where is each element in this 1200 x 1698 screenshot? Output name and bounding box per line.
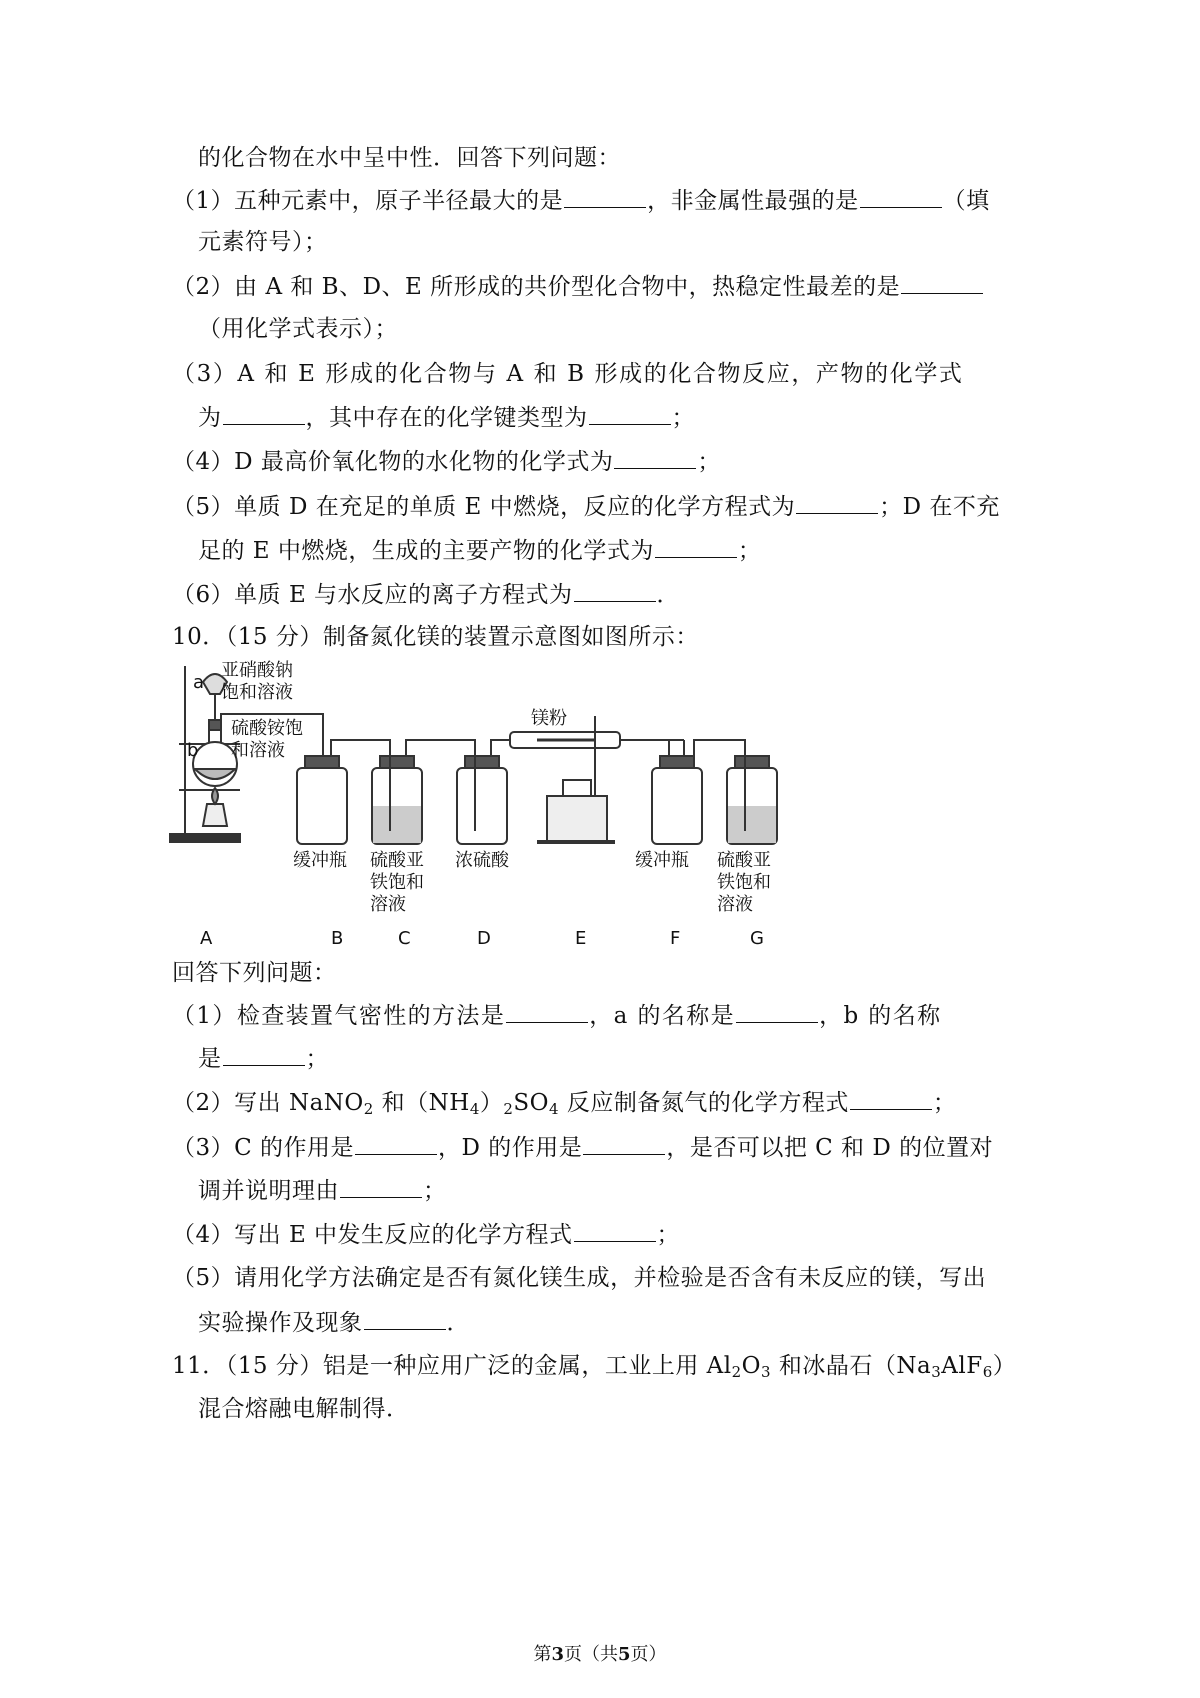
svg-text:铁饱和: 铁饱和 [717, 872, 771, 893]
svg-text:硫酸亚: 硫酸亚 [717, 850, 771, 871]
answer-blank[interactable] [589, 402, 671, 425]
svg-text:亚硝酸钠: 亚硝酸钠 [221, 660, 293, 681]
bottle-F [652, 756, 702, 844]
answer-blank[interactable] [574, 579, 656, 602]
answer-blank[interactable] [355, 1132, 437, 1155]
svg-text:硫酸亚: 硫酸亚 [370, 850, 424, 871]
q11: 11．（15 分）铝是一种应用广泛的金属，工业上用 $Al_2O_3$ 和冰晶石$(Na_3AlF_6)$ [172, 1353, 1017, 1381]
apparatus-letter-D: D [477, 928, 491, 949]
q9-1-cont: 元素符号）； [198, 229, 328, 255]
bottle-B [297, 756, 347, 844]
q10-1-cont: 是 ； [198, 1043, 329, 1074]
q9-5-cont: 足的 E 中燃烧，生成的主要产物的化学式为 ； [198, 535, 761, 566]
svg-text:铁饱和: 铁饱和 [370, 872, 424, 893]
q10-5-cont: 实验操作及现象 ． [198, 1307, 470, 1338]
q9-6: （6）单质 E 与水反应的离子方程式为 ． [172, 579, 680, 610]
q10-heading: 10．（15 分）制备氮化镁的装置示意图如图所示： [172, 624, 699, 650]
page-footer: 第3页（共5页） [533, 1644, 667, 1665]
answer-blank[interactable] [901, 271, 983, 294]
answer-blank[interactable] [655, 535, 737, 558]
apparatus-letter-B: B [331, 928, 344, 949]
svg-text:缓冲瓶: 缓冲瓶 [293, 850, 347, 871]
answer-blank[interactable] [223, 1043, 305, 1066]
bottle-G [727, 752, 777, 844]
text-line: 的化合物在水中呈中性．回答下列问题： [198, 145, 621, 171]
answer-blank[interactable] [583, 1132, 665, 1155]
svg-text:镁粉: 镁粉 [531, 708, 567, 729]
q10-ask: 回答下列问题： [172, 960, 337, 986]
answer-blank[interactable] [850, 1087, 932, 1110]
answer-blank[interactable] [364, 1307, 446, 1330]
svg-text:浓硫酸: 浓硫酸 [455, 850, 509, 871]
q10-2: （2）写出 NaNO$_2$ 和$(NH_4)_2SO_4$ 反应制备氮气的化学方程式 ； [172, 1087, 956, 1118]
q10-4: （4）写出 E 中发生反应的化学方程式 ； [172, 1219, 680, 1250]
q9-3-cont: 为 ，其中存在的化学键类型为 ； [198, 402, 695, 433]
svg-text:缓冲瓶: 缓冲瓶 [635, 850, 689, 871]
q9-2: （2）由 A 和 B、D、E 所形成的共价型化合物中，热稳定性最差的是 [172, 271, 984, 302]
answer-blank[interactable] [736, 1000, 818, 1023]
q9-1: （1）五种元素中，原子半径最大的是 ，非金属性最强的是 （填 [172, 185, 990, 216]
svg-text:和溶液: 和溶液 [231, 740, 285, 761]
apparatus-letter-G: G [750, 928, 764, 949]
q10-3-cont: 调并说明理由 ； [198, 1175, 447, 1206]
bottle-D [457, 752, 507, 844]
apparatus-letter-F: F [670, 928, 681, 949]
svg-text:硫酸铵饱: 硫酸铵饱 [231, 718, 303, 739]
bottle-C [372, 752, 422, 844]
stand-base [170, 834, 240, 842]
q9-3: （3）A 和 E 形成的化合物与 A 和 B 形成的化合物反应，产物的化学式 [172, 361, 964, 387]
q11-cont: 混合熔融电解制得． [198, 1396, 410, 1422]
q9-5: （5）单质 D 在充足的单质 E 中燃烧，反应的化学方程式为 ；D 在不充 [172, 491, 1000, 522]
q10-5: （5）请用化学方法确定是否有氮化镁生成，并检验是否含有未反应的镁，写出 [172, 1265, 987, 1291]
answer-blank[interactable] [340, 1175, 422, 1198]
q10-1: （1）检查装置气密性的方法是 ，a 的名称是 ，b 的名称 [172, 1000, 942, 1031]
apparatus-letter-A: A [200, 928, 213, 949]
answer-blank[interactable] [796, 491, 878, 514]
answer-blank[interactable] [614, 446, 696, 469]
q9-4: （4）D 最高价氧化物的水化物的化学式为 ； [172, 446, 721, 477]
answer-blank[interactable] [223, 402, 305, 425]
answer-blank[interactable] [860, 185, 942, 208]
apparatus-diagram [165, 656, 815, 951]
svg-text:a: a [193, 672, 205, 693]
svg-text:饱和溶液: 饱和溶液 [221, 682, 293, 703]
svg-text:b: b [187, 740, 199, 761]
svg-text:溶液: 溶液 [717, 894, 753, 915]
svg-text:溶液: 溶液 [370, 894, 406, 915]
answer-blank[interactable] [564, 185, 646, 208]
q10-3: （3）C 的作用是 ，D 的作用是 ，是否可以把 C 和 D 的位置对 [172, 1132, 993, 1163]
apparatus-letter-E: E [575, 928, 587, 949]
answer-blank[interactable] [574, 1219, 656, 1242]
apparatus-letter-C: C [398, 928, 411, 949]
answer-blank[interactable] [506, 1000, 588, 1023]
q9-2-cont: （用化学式表示）； [198, 316, 398, 342]
